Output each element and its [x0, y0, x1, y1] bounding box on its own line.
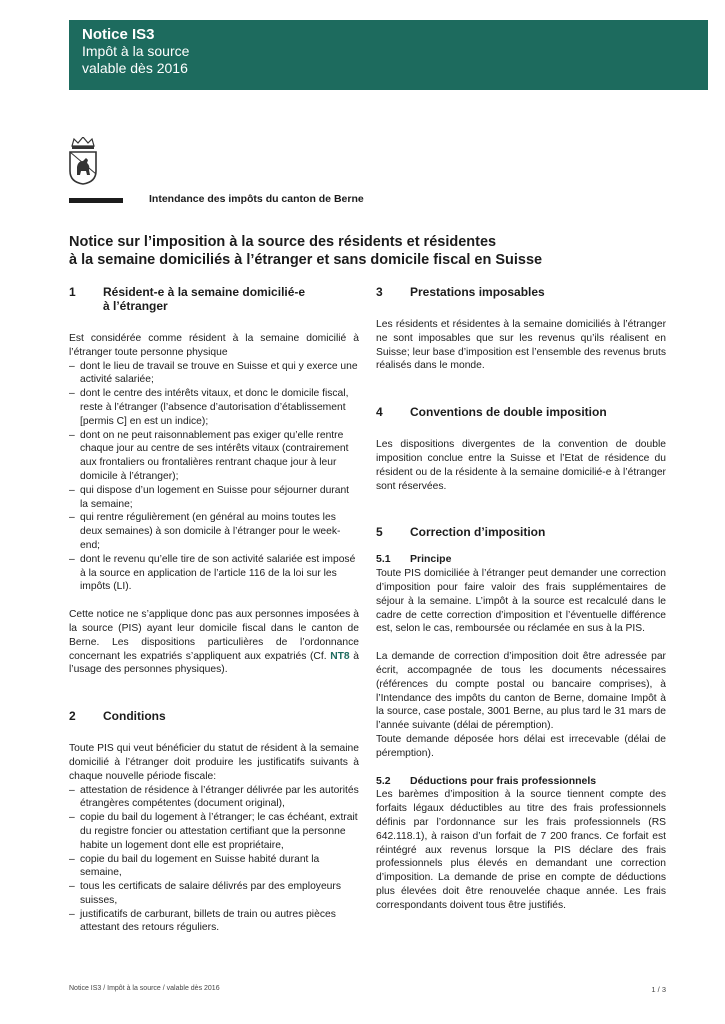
section-1-intro: Est considérée comme résident à la semaine domicilié à l’étranger toute personne physique [69, 333, 359, 358]
section-3-heading: 3 Prestations imposables [376, 285, 545, 299]
list-item: – copie du bail du logement en Suisse habité durant la semaine, [69, 853, 359, 881]
section-5-1-heading: 5.1 Principe [376, 553, 452, 566]
document-title-line2: à la semaine domiciliés à l’étranger et sans domicile fiscal en Suisse [69, 252, 543, 268]
right-column [376, 285, 666, 913]
document-title [69, 233, 669, 269]
section-4-heading: 4 Conventions de double imposition [376, 405, 607, 420]
list-item: – dont le lieu de travail se trouve en Suisse et qui y exerce une activité salariée; [69, 360, 359, 388]
left-column [69, 285, 359, 935]
accent-bar [69, 198, 123, 203]
list-item: – tous les certificats de salaire délivrés par des employeurs suisses, [69, 880, 359, 908]
section-1-note: Cette notice ne s’applique donc pas aux personnes imposées à la source (PIS) ayant leur domicile fiscal dans le canton de Berne. Les dispositions particulières de l’ordonnance concernant les expatriés s’appliquent aux expatriés (Cf. NT8 à l’usage des personnes physiques). [69, 609, 360, 676]
section-5-heading: 5 Correction d’imposition [376, 525, 546, 540]
list-item: – dont le centre des intérêts vitaux, et donc le domicile fiscal, reste à l’étranger (l’absence d’autorisation d’établissement [permis C] en est un indice); [69, 387, 359, 428]
list-item: – dont on ne peut raisonnablement pas exiger qu’elle rentre chaque jour au centre de ses intérêts vitaux (contrairement aux frontaliers ou frontalières rentrant chaque jour à leur domicile à l’étranger); [69, 429, 359, 484]
section-5-2-heading: 5.2 Déductions pour frais professionnels [376, 774, 597, 787]
section-2-heading: 2 Conditions [69, 709, 166, 724]
list-item: – attestation de résidence à l’étranger délivrée par les autorités étrangères compétentes (document original), [69, 784, 359, 812]
notice-subtitle: Impôt à la source [82, 43, 190, 59]
list-item: – qui dispose d’un logement en Suisse pour séjourner durant la semaine; [69, 484, 359, 512]
footer-text: Notice IS3 / Impôt à la source / valable dès 2016 [69, 985, 220, 992]
page-number: 1 / 3 [651, 985, 666, 994]
list-item: – qui rentre régulièrement (en général au moins toutes les deux semaines) à son domicile à l’étranger pour le week-end; [69, 511, 359, 552]
section-2-list [69, 784, 359, 936]
document-title-line1: Notice sur l’imposition à la source des résidents et résidentes [69, 234, 497, 250]
list-item: – justificatifs de carburant, billets de train ou autres pièces attestant des retours réguliers. [69, 908, 359, 936]
section-2-intro: Toute PIS qui veut bénéficier du statut de résident à la semaine domicilié à l’étranger doit produire les justificatifs suivants à chaque nouvelle période fiscale: [69, 743, 359, 782]
section-5-1-p3: Toute demande déposée hors délai est irrecevable (délai de péremption). [376, 733, 666, 759]
bern-coat-of-arms-icon [68, 137, 98, 185]
section-3-text: Les résidents et résidentes à la semaine domiciliés à l’étranger ne sont imposables que sur les revenus qu’ils réalisent en Suisse; leur base d’imposition est l’ensemble des revenus bruts réalisés dans le monde. [376, 319, 666, 372]
section-4-text: Les dispositions divergentes de la convention de double imposition conclue entre la Suisse et l’Etat de résidence du résident ou de la résidente à la semaine domicilié-e à l’étranger sont réservées. [376, 439, 666, 492]
section-1-list [69, 360, 359, 595]
section-5-1-p1: Toute PIS domiciliée à l’étranger peut demander une correction d’imposition pour faire valoir des frais supplémentaires de séjour à la semaine. L’impôt à la source est recalculé dans le cadre de cette correction d’imposition et l’éventuelle différence est, selon le cas, remboursée ou réclamée en sus à la PIS. [376, 568, 666, 635]
list-item: – dont le revenu qu’elle tire de son activité salariée est imposé à la source en application de l’article 116 de la loi sur les impôts (LI). [69, 553, 359, 594]
section-5-2-text: Les barèmes d’imposition à la source tiennent compte des forfaits légaux déductibles au titre des frais professionnels définis par l’ordonnance sur les frais professionnels (RS 642.118.1), à raison d’un forfait de 7 200 francs. Ce forfait est réintégré aux revenus lorsque la PIS déclare des frais professionnels plus élevés en demandant une correction d’imposition. La demande de prise en compte de déductions plus élevées doit être renouvelée chaque année. Les frais correspondants doivent tous être justifiés. [376, 789, 666, 911]
authority-name: Intendance des impôts du canton de Berne [149, 193, 364, 205]
notice-validity: valable dès 2016 [82, 60, 188, 76]
section-5-1-p2: La demande de correction d’imposition doit être adressée par écrit, accompagnée de tous les documents nécessaires (références du compte postal ou bancaire comprises), à l’Intendance des impôts du canton de Berne, domaine Impôt à la source, case postale, 3001 Berne, au plus tard le 31 mars de l’année suivante (délai de péremption). [376, 651, 666, 732]
list-item: – copie du bail du logement à l’étranger; le cas échéant, extrait du registre foncier ou attestation certifiant que la personne habite un logement dont elle est propriétaire, [69, 811, 359, 852]
header-banner [69, 20, 708, 90]
notice-title: Notice IS3 [82, 26, 155, 43]
nt8-link[interactable]: NT8 [330, 650, 350, 662]
section-1-heading: 1 Résident-e à la semaine domicilié-e à l’étranger [69, 285, 306, 313]
